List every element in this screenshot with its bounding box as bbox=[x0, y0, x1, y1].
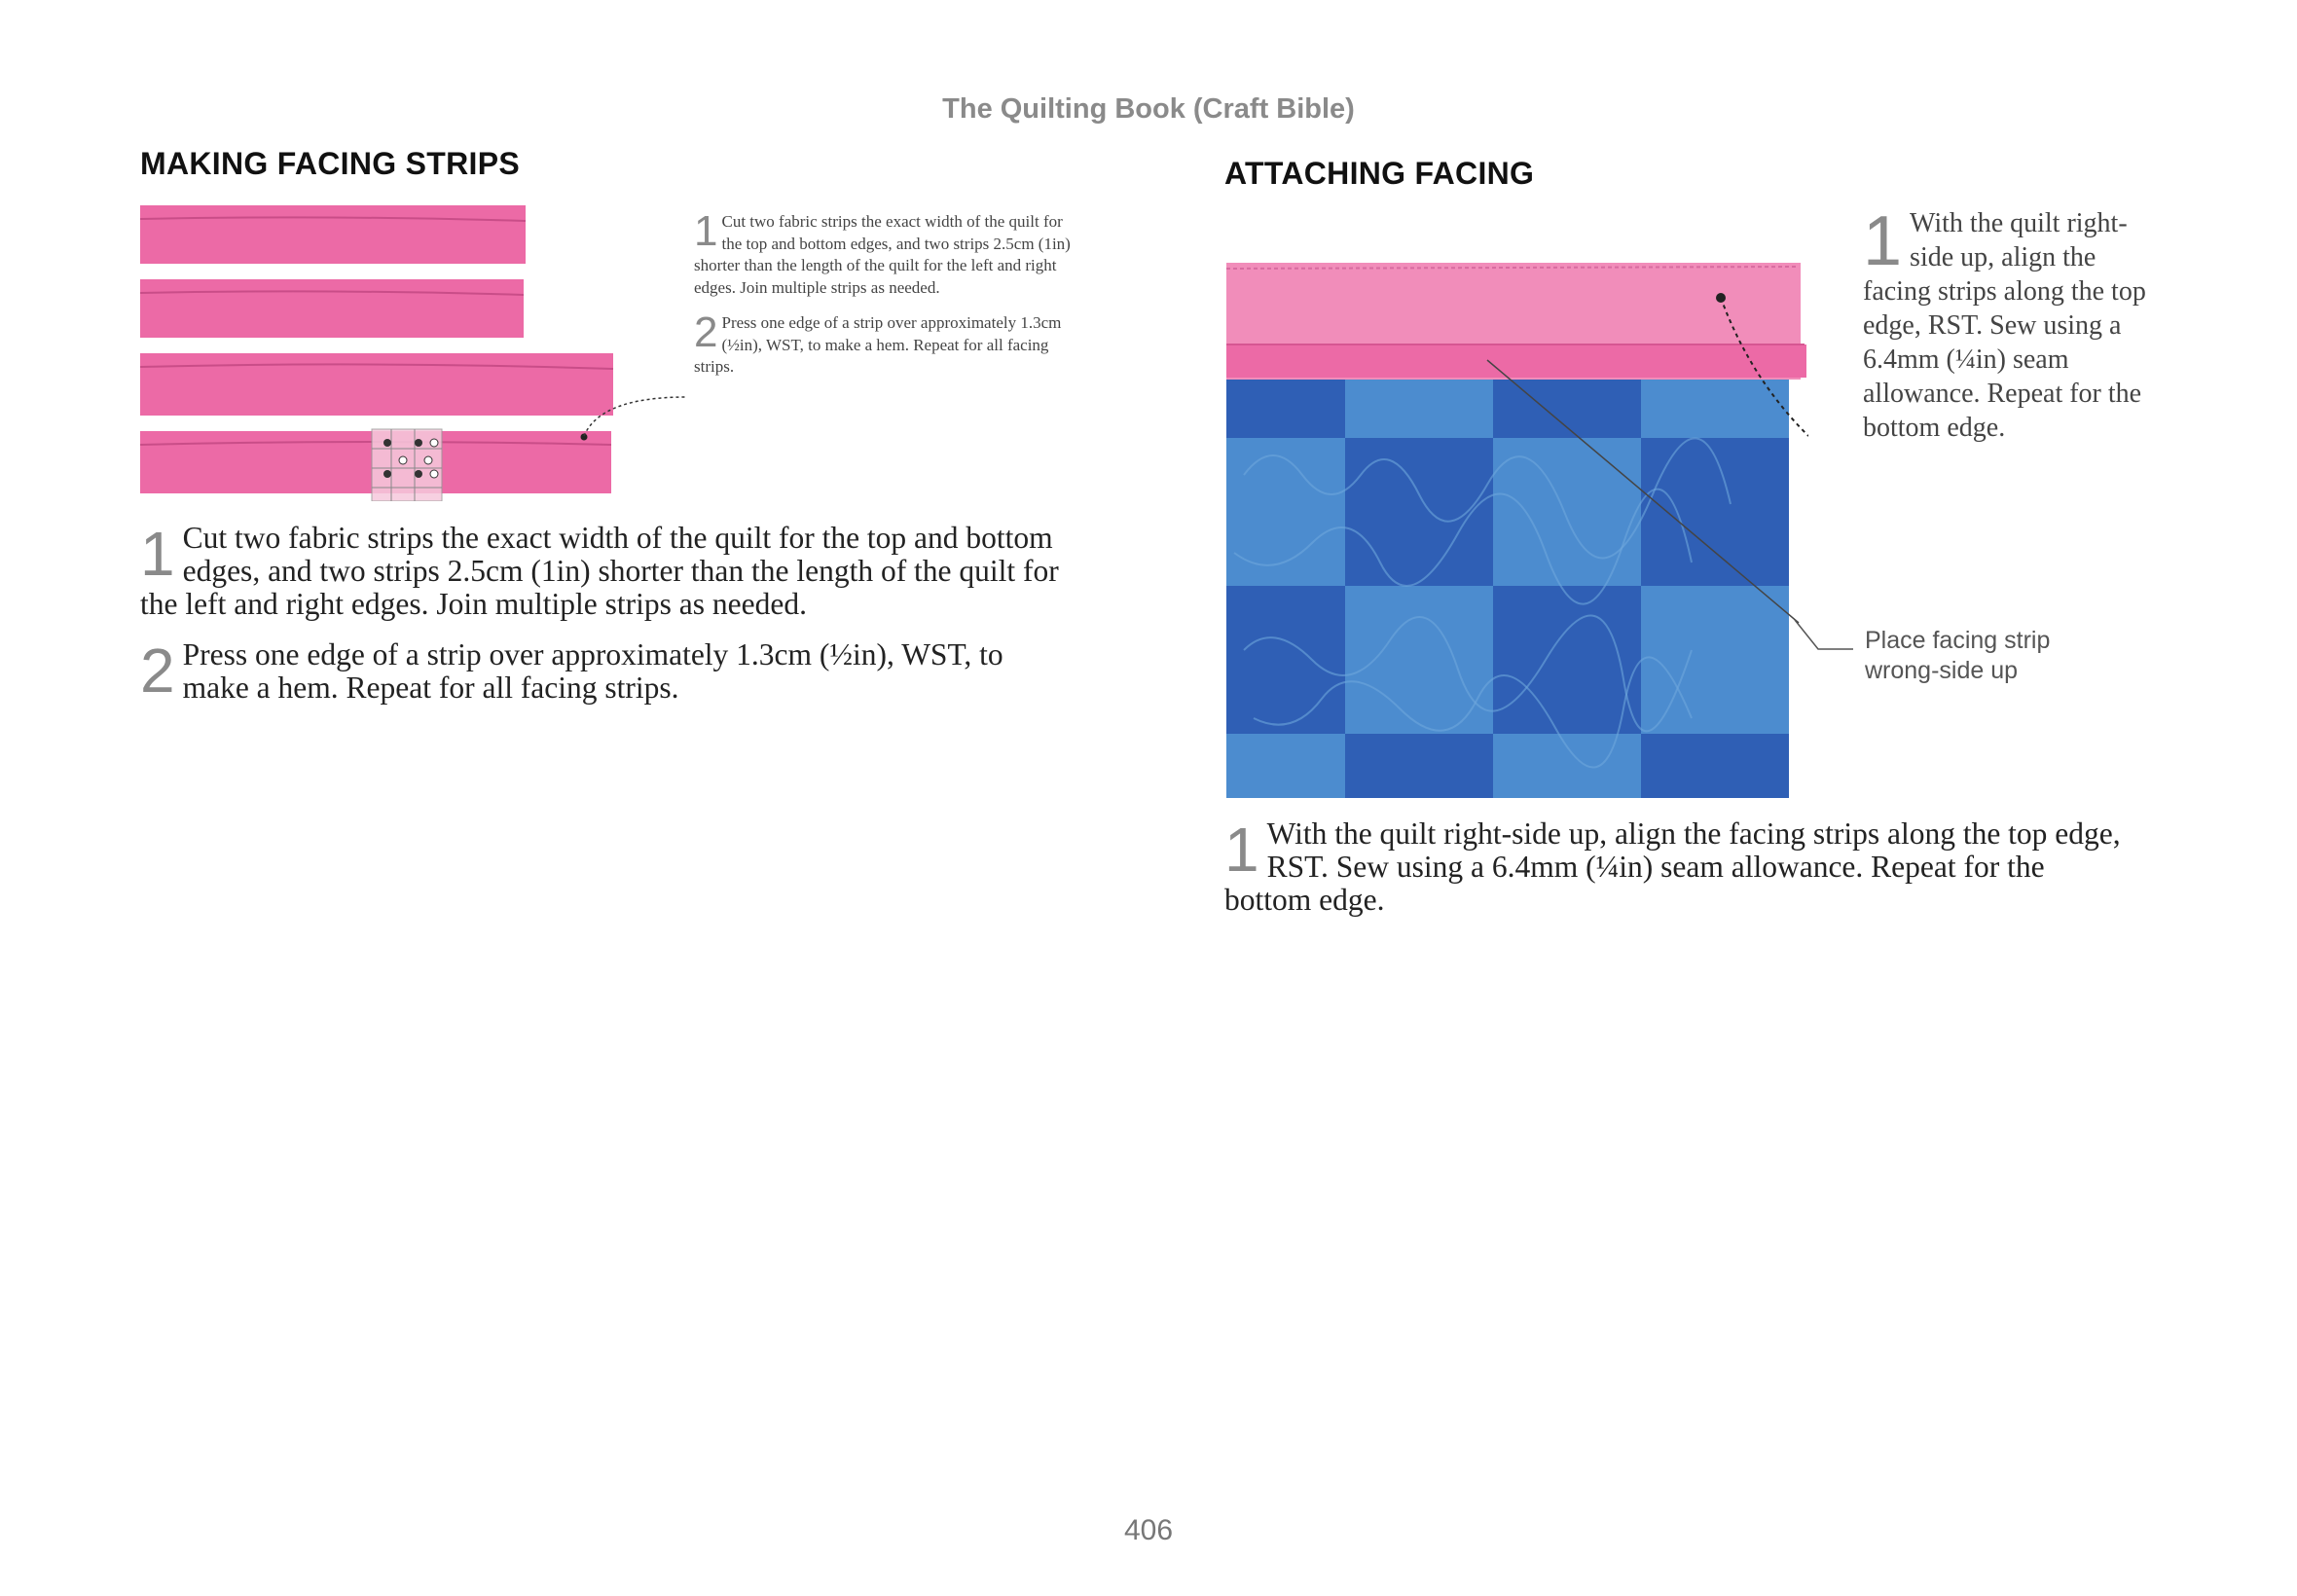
section-heading-making-facing-strips: MAKING FACING STRIPS bbox=[140, 146, 521, 181]
quilt-facing-illustration bbox=[1224, 261, 1808, 798]
left-steps bbox=[140, 519, 1065, 722]
quilting-ruler bbox=[372, 429, 442, 501]
step-number: 1 bbox=[694, 207, 718, 255]
step-number: 2 bbox=[140, 635, 175, 706]
side-step-1 bbox=[1863, 202, 2165, 445]
right-steps bbox=[1224, 817, 2130, 934]
page-number: 406 bbox=[1123, 1514, 1174, 1546]
section-heading-attaching-facing: ATTACHING FACING bbox=[1224, 156, 1535, 191]
small-steps bbox=[694, 207, 1074, 392]
fabric-strip-3 bbox=[140, 353, 613, 416]
step-number: 2 bbox=[694, 308, 718, 356]
step-number: 1 bbox=[140, 519, 175, 589]
facing-strip-top bbox=[1226, 263, 1806, 380]
callout-place-facing-strip: Place facing strip wrong-side up bbox=[1865, 627, 2051, 684]
step-1 bbox=[140, 519, 1065, 621]
step-2 bbox=[140, 635, 1065, 706]
quilt-block-grid bbox=[1226, 378, 1789, 798]
book-title: The Quilting Book (Craft Bible) bbox=[942, 93, 1355, 125]
step-1 bbox=[1224, 817, 2130, 917]
facing-strips-illustration bbox=[136, 200, 623, 501]
step-number: 1 bbox=[1863, 202, 1903, 280]
step-text: Cut two fabric strips the exact width of the quilt for the top and bottom edges, and two strips 2.5cm (1in) shorter than the length of the quilt for the left and right edges. Join multiple strips as needed. bbox=[694, 212, 1071, 297]
step-text: With the quilt right-side up, align the facing strips along the top edge, RST. Sew using a 6.4mm (¼in) seam allowance. Repeat for the bottom edge. bbox=[1863, 208, 2146, 443]
callout-connector bbox=[1791, 618, 1859, 657]
small-step-2 bbox=[694, 308, 1074, 379]
fabric-strip-2 bbox=[140, 279, 524, 338]
step-number: 1 bbox=[1224, 815, 1259, 885]
step-text: Press one edge of a strip over approximately 1.3cm (½in), WST, to make a hem. Repeat for all facing strips. bbox=[694, 313, 1062, 376]
small-step-1 bbox=[694, 207, 1074, 299]
step-text: With the quilt right-side up, align the facing strips along the top edge, RST. Sew using a 6.4mm (¼in) seam allowance. Repeat for the bottom edge. bbox=[1224, 816, 2121, 917]
callout-leader-line bbox=[579, 389, 696, 448]
fabric-strip-1 bbox=[140, 205, 526, 264]
step-text: Press one edge of a strip over approximately 1.3cm (½in), WST, to make a hem. Repeat for all facing strips. bbox=[182, 637, 1003, 705]
step-text: Cut two fabric strips the exact width of the quilt for the top and bottom edges, and two strips 2.5cm (1in) shorter than the length of the quilt for the left and right edges. Join multiple strips as needed. bbox=[140, 521, 1059, 621]
